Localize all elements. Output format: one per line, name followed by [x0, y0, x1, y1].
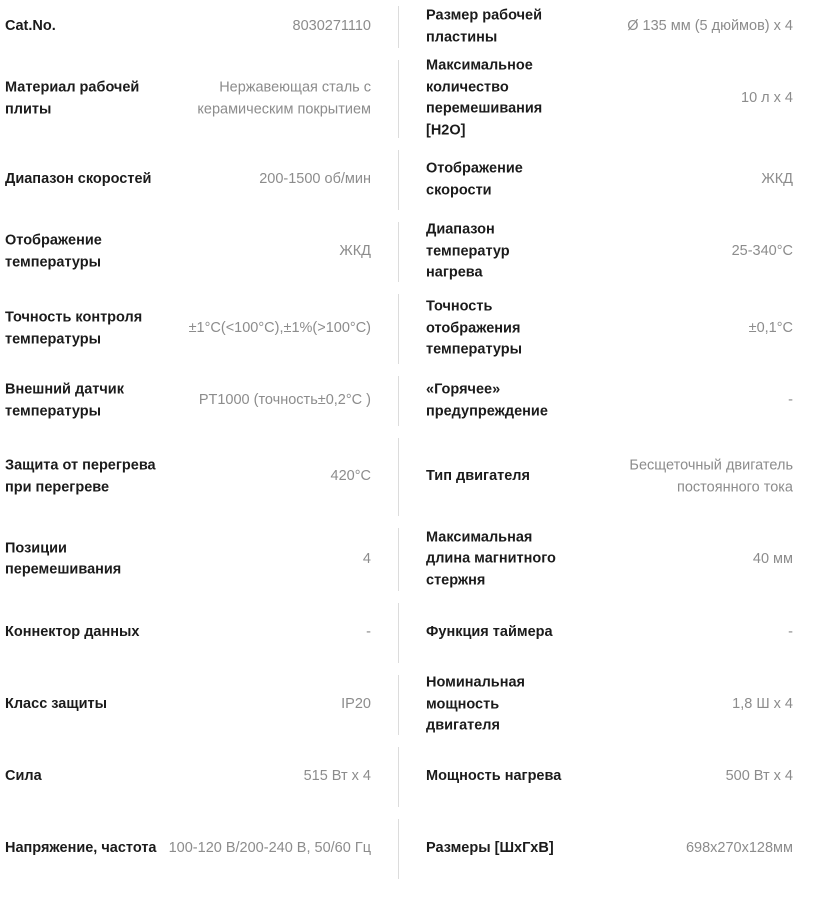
- spec-cell-right: [398, 288, 825, 370]
- spec-cell-left: [0, 597, 398, 669]
- spec-cell-left: [0, 216, 398, 288]
- spec-row: [0, 522, 825, 597]
- spec-row: [0, 370, 825, 432]
- spec-row: [0, 432, 825, 522]
- spec-label: Позиции перемешивания: [5, 539, 122, 578]
- spec-value: 10 л х 4: [741, 90, 793, 107]
- spec-value: 698x270x128мм: [685, 840, 793, 857]
- spec-cell-left: [0, 370, 398, 432]
- spec-label: Защита от перегрева при перегреве: [5, 457, 156, 495]
- spec-label: Размер рабочей пластины: [426, 7, 543, 45]
- spec-value: 1,8 Ш х 4: [732, 696, 793, 713]
- spec-value: 8030271110: [292, 18, 371, 35]
- spec-label: Сила: [5, 768, 42, 785]
- spec-value: Ø 135 мм (5 дюймов) х 4: [627, 18, 793, 35]
- spec-value: 200-1500 об/мин: [259, 171, 371, 188]
- spec-cell-left: [0, 432, 398, 522]
- spec-row: [0, 669, 825, 741]
- spec-label: Cat.No.: [5, 18, 56, 35]
- spec-label: Диапазон скоростей: [5, 171, 152, 188]
- spec-value: 500 Вт х 4: [725, 768, 793, 785]
- spec-cell-left: [0, 144, 398, 216]
- spec-cell-left: [0, 669, 398, 741]
- spec-cell-left: [0, 741, 398, 813]
- spec-row: [0, 144, 825, 216]
- spec-cell-right: [398, 0, 825, 54]
- spec-cell-left: [0, 54, 398, 144]
- spec-value: 420°C: [330, 468, 371, 485]
- spec-label: «Горячее» предупреждение: [426, 381, 548, 419]
- spec-cell-right: [398, 522, 825, 597]
- spec-value: ЖКД: [761, 171, 793, 188]
- spec-value: -: [788, 624, 793, 641]
- spec-value: ±1°C(<100°C),±1%(>100°C): [188, 320, 371, 337]
- spec-cell-right: [398, 741, 825, 813]
- spec-value: 515 Вт х 4: [303, 768, 371, 785]
- spec-cell-left: [0, 813, 398, 885]
- spec-value: 40 мм: [752, 550, 793, 567]
- spec-label: Тип двигателя: [426, 468, 530, 485]
- spec-cell-right: [398, 370, 825, 432]
- spec-label: Материал рабочей плиты: [5, 79, 140, 117]
- spec-label: Размеры [ШхГхВ]: [426, 840, 554, 857]
- spec-label: Коннектор данных: [5, 624, 140, 641]
- spec-cell-right: [398, 216, 825, 288]
- spec-cell-right: [398, 813, 825, 885]
- spec-label: Класс защиты: [5, 696, 107, 713]
- spec-cell-right: [398, 54, 825, 144]
- spec-label: Внешний датчик температуры: [5, 381, 124, 419]
- spec-value: IP20: [341, 696, 371, 713]
- spec-cell-left: [0, 522, 398, 597]
- spec-label: Отображение температуры: [5, 232, 102, 270]
- spec-cell-left: [0, 0, 398, 54]
- spec-label: Отображение скорости: [426, 160, 523, 198]
- spec-label: Функция таймера: [426, 624, 553, 641]
- spec-label: Напряжение, частота: [5, 840, 157, 857]
- spec-value: 100-120 В/200-240 В, 50/60 Гц: [168, 840, 371, 857]
- spec-row: [0, 54, 825, 144]
- spec-cell-right: [398, 144, 825, 216]
- spec-label: Максимальное количество перемешивания [H2O]: [426, 57, 543, 139]
- spec-value: 4: [362, 550, 371, 567]
- spec-row: [0, 597, 825, 669]
- spec-row: [0, 741, 825, 813]
- spec-value: -: [366, 624, 371, 641]
- spec-value: Бесщеточный двигатель постоянного тока: [629, 457, 793, 495]
- spec-value: 25-340°C: [731, 243, 793, 260]
- spec-row: [0, 813, 825, 885]
- spec-value: ±0,1°C: [748, 320, 793, 337]
- spec-cell-right: [398, 432, 825, 522]
- spec-label: Точность контроля температуры: [5, 309, 143, 347]
- spec-row: [0, 0, 825, 54]
- spec-label: Мощность нагрева: [426, 768, 562, 785]
- spec-value: -: [788, 392, 793, 409]
- spec-row: [0, 288, 825, 370]
- spec-value: Нержавеющая сталь с керамическим покрытием: [197, 79, 371, 117]
- spec-label: Максимальная длина магнитного стержня: [426, 528, 556, 589]
- spec-value: ЖКД: [339, 243, 371, 260]
- spec-cell-right: [398, 669, 825, 741]
- spec-label: Точность отображения температуры: [426, 298, 523, 358]
- spec-row: [0, 216, 825, 288]
- spec-cell-left: [0, 288, 398, 370]
- spec-cell-right: [398, 597, 825, 669]
- spec-label: Диапазон температур нагрева: [426, 221, 510, 281]
- spec-value: PT1000 (точность±0,2°C ): [198, 392, 371, 409]
- spec-label: Номинальная мощность двигателя: [426, 674, 526, 734]
